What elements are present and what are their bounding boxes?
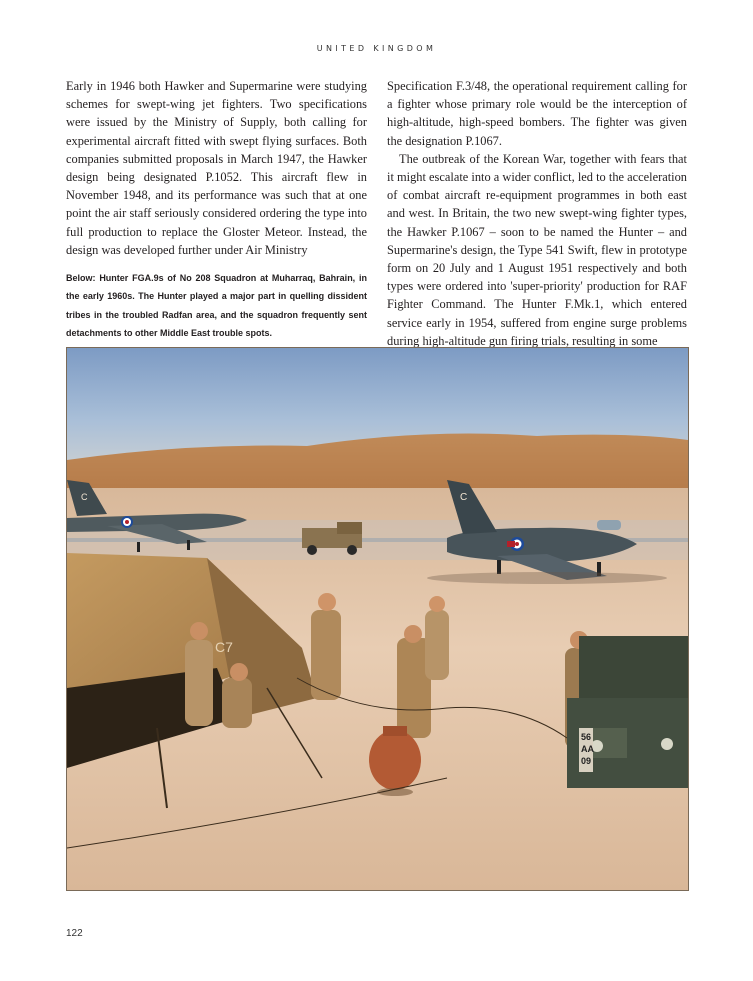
right-column: [387, 77, 687, 350]
body-paragraph: The outbreak of the Korean War, together with fears that it might escalate into a wider conflict, led to the acceleration of combat aircraft re-equipment programmes in both east and west. In Britain, the two new swept-wing fighter types, the Hawker P.1067 – soon to be named the Hunter – and Supermarine's design, the Type 541 Swift, flew in prototype form on 20 July and 1 August 1951 respectively and both types were ordered into 'super-priority' production for RAF Fighter Command. The Hunter F.Mk.1, which entered service early in 1954, suffered from engine surge problems during high-altitude gun firing trials, resulting in some: [387, 151, 687, 348]
plate-line-3: 09: [581, 756, 592, 766]
caption-text: Hunter FGA.9s of No 208 Squadron at Muharraq, Bahrain, in the early 1960s. The Hunter played a major part in quelling dissident tribes in the troubled Radfan area, and the squadron frequently sent detachments to other Middle East trouble spots.: [66, 273, 367, 338]
plate-line-2: AA: [581, 744, 594, 754]
land-rover: [567, 636, 688, 788]
photo-caption: [66, 269, 367, 342]
plate-line-1: 56: [581, 732, 592, 742]
tent-marking: C7: [215, 639, 233, 655]
photo-illustration: [67, 348, 688, 890]
caption-lead: Below:: [66, 273, 96, 284]
body-paragraph: Specification F.3/48, the operational requirement calling for a fighter whose primary role would be the interception of high-altitude, high-speed bombers. The fighter was given the designation P.1067.: [387, 79, 687, 148]
tail-code-right: C: [460, 492, 468, 503]
photograph: [66, 347, 689, 891]
running-head: UNITED KINGDOM: [316, 44, 437, 53]
left-column: [66, 77, 367, 342]
tail-code-left: C: [81, 492, 88, 502]
page-number: 122: [66, 928, 83, 939]
body-paragraph: Early in 1946 both Hawker and Supermarine were studying schemes for swept-wing jet fighters. Two specifications were issued by the Ministry of Supply, both calling for experimental aircraft fitted with swept flying surfaces. Both companies submitted proposals in March 1947, the Hawker design being designated P.1052. This aircraft flew in November 1948, and its performance was such that at one point the air staff seriously considered ordering the type into full production to replace the Gloster Meteor. Instead, the design was developed further under Air Ministry: [66, 79, 367, 257]
